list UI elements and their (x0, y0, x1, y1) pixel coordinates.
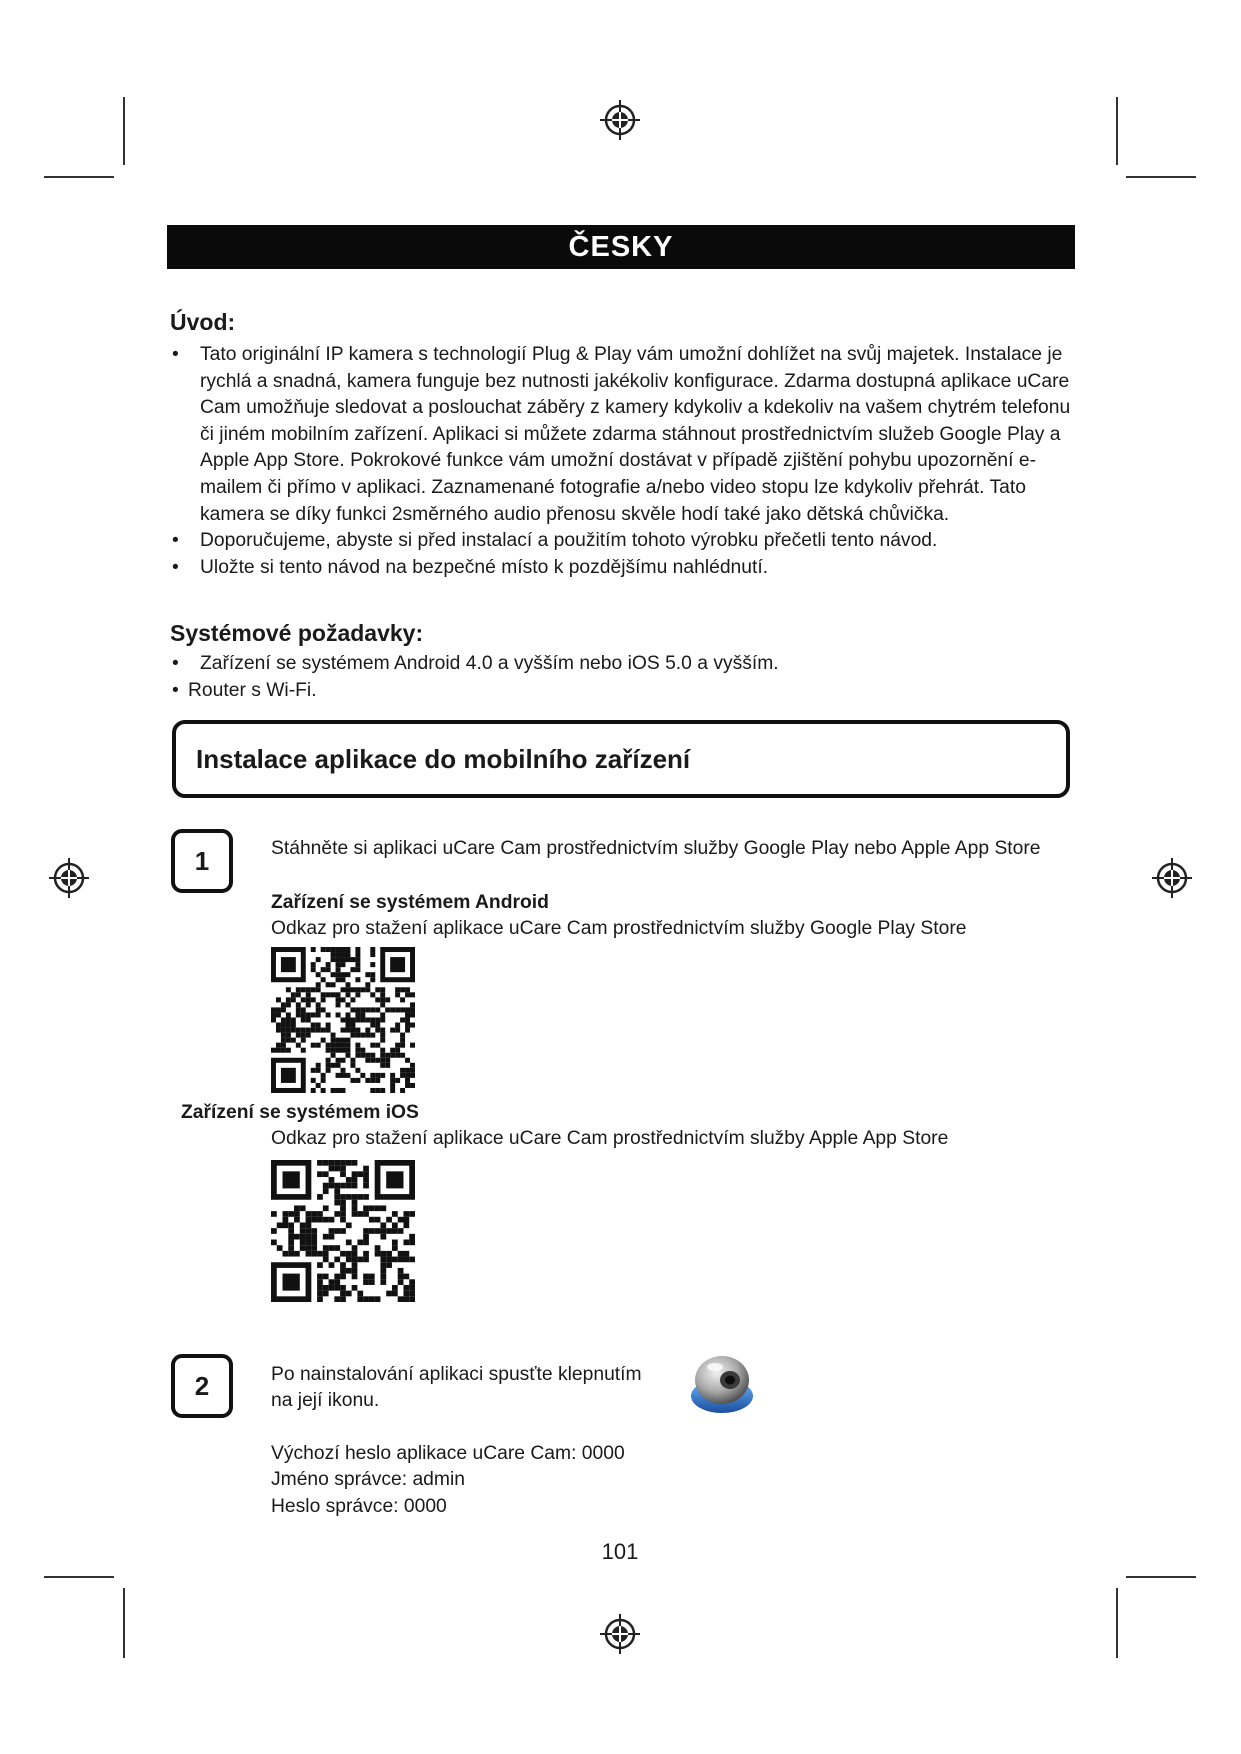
step1-text: Stáhněte si aplikaci uCare Cam prostřednictvím služby Google Play nebo Apple App Store (271, 838, 1041, 859)
page-number: 101 (601, 1539, 639, 1564)
language-banner: ČESKY (167, 225, 1075, 269)
intro-bullet-list (170, 342, 1082, 581)
crop-mark (123, 97, 125, 165)
admin-name: Jméno správce: admin (271, 1469, 465, 1490)
default-password: Výchozí heslo aplikace uCare Cam: 0000 (271, 1443, 625, 1464)
registration-mark-icon (598, 1612, 642, 1656)
ios-text: Odkaz pro stažení aplikace uCare Cam prostřednictvím služby Apple App Store (271, 1128, 949, 1149)
android-heading: Zařízení se systémem Android (271, 892, 549, 913)
requirements-heading: Systémové požadavky: (170, 620, 424, 646)
intro-heading: Úvod: (170, 309, 236, 335)
list-item: • Tato originální IP kamera s technologií Plug & Play vám umožní dohlížet na svůj majetek. Instalace je rychlá a snadná, kamera funguje bez nutnosti jakékoliv konfigurace. Zdarma dostupná aplikace uCare Cam umožňuje sledovat a poslouchat záběry z kamery kdykoliv a kdekoliv na vašem chytrém telefonu či jiném mobilním zařízení. Aplikaci si můžete zdarma stáhnout prostřednictvím služeb Google Play a Apple App Store. Pokrokové funkce vám umožní dostávat v případě zjištění pohybu upozornění e-mailem či přímo v aplikaci. Zaznamenané fotografie a/nebo video stopu lze kdykoliv přehrát. Tato kamera se díky funkci 2směrného audio přenosu skvěle hodí také jako dětská chůvička. (170, 342, 1082, 528)
crop-mark (1126, 176, 1196, 178)
android-text: Odkaz pro stažení aplikace uCare Cam prostřednictvím služby Google Play Store (271, 918, 967, 939)
crop-mark (44, 176, 114, 178)
install-section-title: Instalace aplikace do mobilního zařízení (172, 720, 1070, 798)
crop-mark (1116, 1588, 1118, 1658)
step-number-badge: 1 (171, 829, 233, 893)
step2-text-line2: na její ikonu. (271, 1390, 380, 1411)
step2-text-line1: Po nainstalování aplikaci spusťte klepnutím (271, 1364, 642, 1385)
registration-mark-icon (47, 856, 91, 900)
admin-password: Heslo správce: 0000 (271, 1496, 447, 1517)
crop-mark (44, 1576, 114, 1578)
step-number-badge: 2 (171, 1354, 233, 1418)
crop-mark (123, 1588, 125, 1658)
requirements-bullet-list (170, 651, 1070, 704)
registration-mark-icon (1150, 856, 1194, 900)
list-item: • Zařízení se systémem Android 4.0 a vyšším nebo iOS 5.0 a vyšším. (170, 651, 1070, 678)
list-item: • Router s Wi-Fi. (170, 678, 1070, 705)
ucare-cam-app-icon (686, 1350, 758, 1418)
ios-heading: Zařízení se systémem iOS (181, 1102, 419, 1123)
list-item: • Doporučujeme, abyste si před instalací a použitím tohoto výrobku přečetli tento návod. (170, 528, 1082, 555)
crop-mark (1126, 1576, 1196, 1578)
google-play-qr-code (271, 947, 415, 1093)
registration-mark-icon (598, 98, 642, 142)
list-item: • Uložte si tento návod na bezpečné místo k pozdějšímu nahlédnutí. (170, 555, 1082, 582)
app-store-qr-code (271, 1160, 415, 1302)
crop-mark (1116, 97, 1118, 165)
